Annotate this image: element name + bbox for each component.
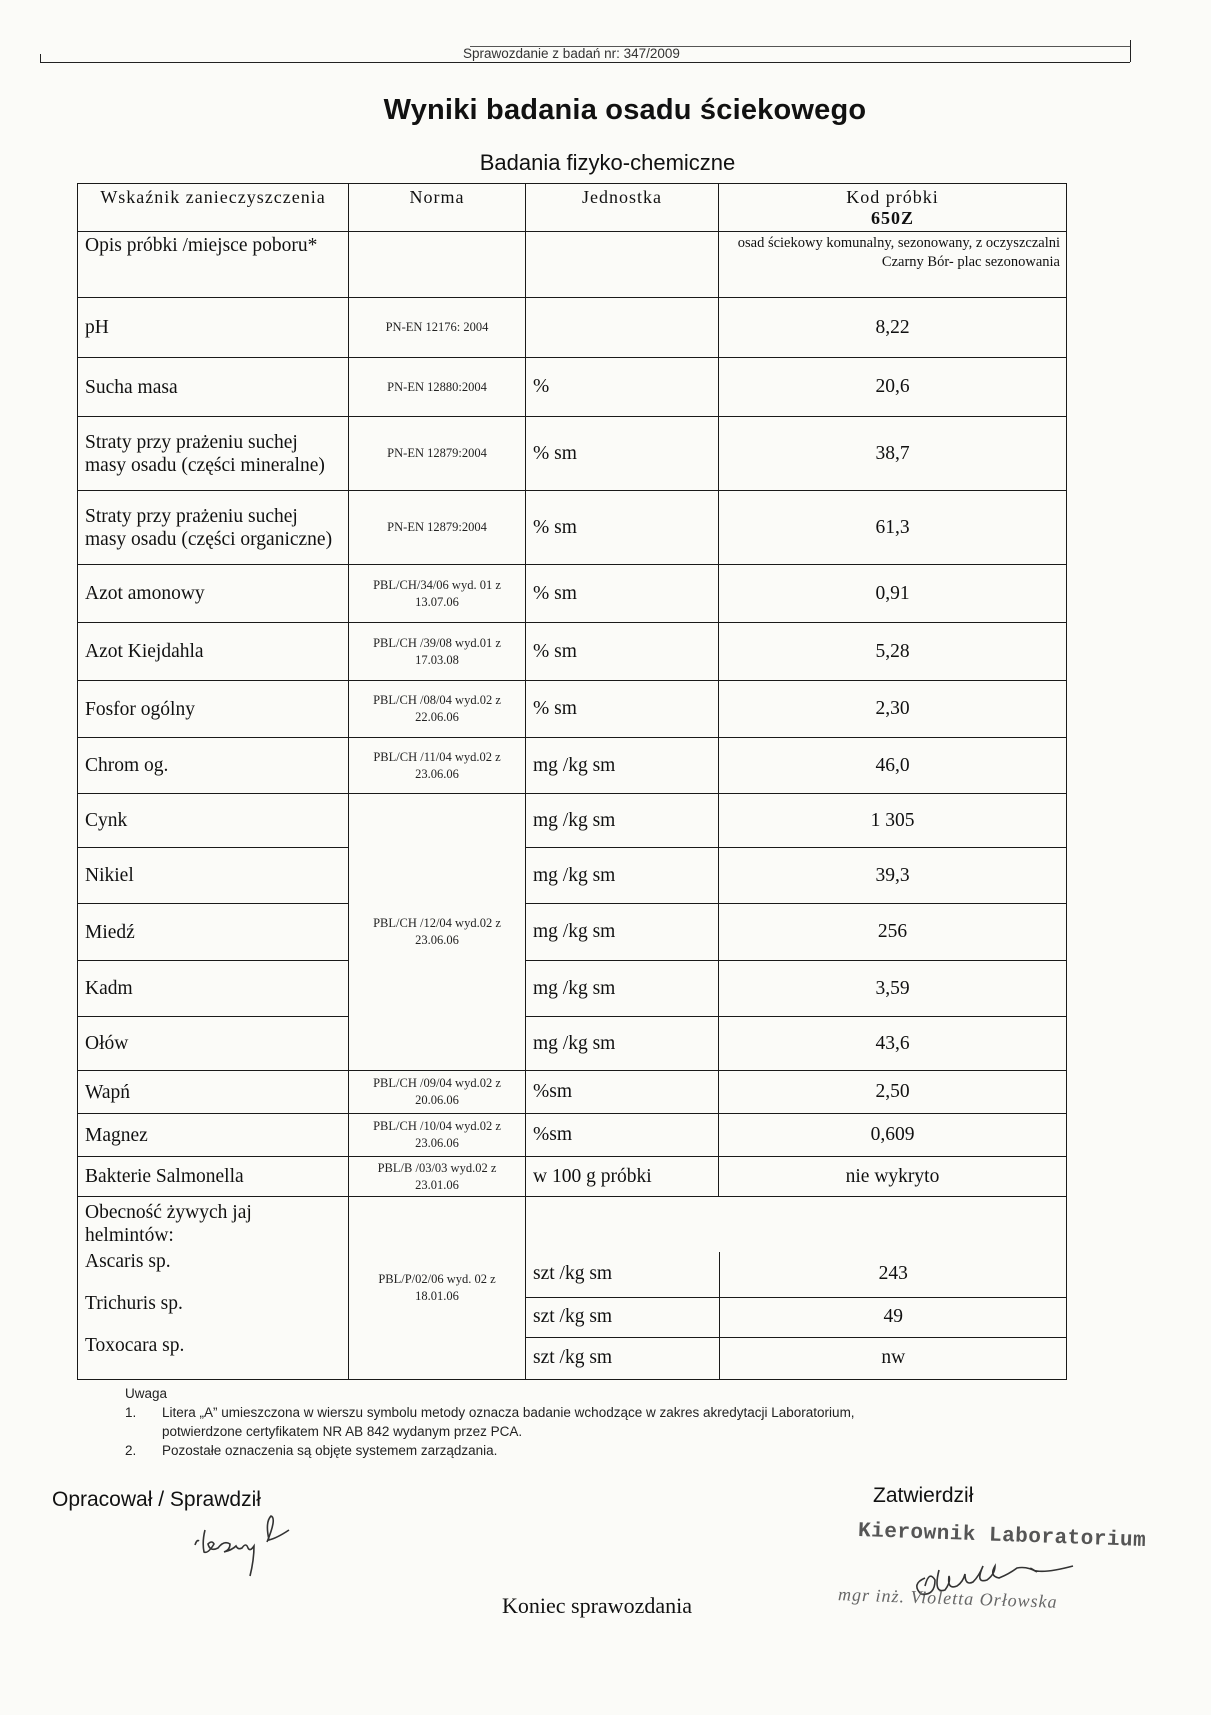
row-unit — [526, 298, 719, 358]
notes — [125, 1384, 855, 1460]
header-unit: Jednostka — [526, 184, 719, 232]
table-row — [78, 1017, 1067, 1071]
row-name: Chrom og. — [78, 738, 349, 794]
helminth-unit: szt /kg sm — [526, 1252, 719, 1297]
row-unit: % sm — [526, 681, 719, 738]
note-continuation: potwierdzone certyfikatem NR AB 842 wydanym przez PCA. — [162, 1424, 523, 1439]
description-label: Opis próbki /miejsce poboru* — [78, 232, 349, 298]
row-norm: PN-EN 12879:2004 — [349, 417, 526, 491]
row-name: Azot amonowy — [78, 565, 349, 623]
helminth-value: 49 — [719, 1297, 1067, 1337]
row-norm: PBL/CH /09/04 wyd.02 z 20.06.06 — [349, 1071, 526, 1114]
row-value: 0,609 — [719, 1114, 1067, 1157]
row-unit: mg /kg sm — [526, 961, 719, 1017]
table-row — [78, 358, 1067, 417]
row-norm: PN-EN 12879:2004 — [349, 491, 526, 565]
header-indicator: Wskaźnik zanieczyszczenia — [78, 184, 349, 232]
row-name: Wapń — [78, 1071, 349, 1114]
note-item — [125, 1403, 855, 1422]
row-name: Kadm — [78, 961, 349, 1017]
report-number: Sprawozdanie z badań nr: 347/2009 — [463, 46, 680, 61]
prepared-checked-label: Opracował / Sprawdził — [52, 1488, 261, 1511]
approved-label: Zatwierdził — [873, 1484, 974, 1507]
description-unit — [526, 232, 719, 298]
row-name: Fosfor ogólny — [78, 681, 349, 738]
row-name: Ołów — [78, 1017, 349, 1071]
page-subtitle: Badania fizyko-chemiczne — [479, 150, 736, 175]
header-sample-code — [719, 184, 1067, 232]
table-row — [78, 232, 1067, 298]
table-row — [78, 681, 1067, 738]
row-unit: mg /kg sm — [526, 794, 719, 848]
helminth-value: nw — [881, 1347, 906, 1369]
description-norm — [349, 232, 526, 298]
note-item — [125, 1441, 855, 1460]
helminth-row — [526, 1252, 1067, 1297]
row-name: Sucha masa — [78, 358, 349, 417]
row-value: 8,22 — [719, 298, 1067, 358]
row-norm: PN-EN 12176: 2004 — [349, 298, 526, 358]
row-unit: % sm — [526, 491, 719, 565]
table-row — [78, 565, 1067, 623]
helminth-row — [526, 1297, 1067, 1337]
table-row — [78, 417, 1067, 491]
row-value: 0,91 — [719, 565, 1067, 623]
row-norm: PBL/CH/34/06 wyd. 01 z 13.07.06 — [349, 565, 526, 623]
helminth-value: 243 — [719, 1252, 1067, 1297]
row-unit: % sm — [526, 623, 719, 681]
row-value: 61,3 — [719, 491, 1067, 565]
helminth-name: Toxocara sp. — [85, 1335, 185, 1356]
row-value: 5,28 — [719, 623, 1067, 681]
helminth-name: Trichuris sp. — [85, 1293, 183, 1314]
row-unit: mg /kg sm — [526, 848, 719, 904]
helminth-unit: szt /kg sm — [526, 1337, 719, 1379]
sample-code: 650Z — [870, 208, 914, 228]
row-value: 38,7 — [719, 417, 1067, 491]
helminth-unit: szt /kg sm — [526, 1297, 719, 1337]
row-unit: % sm — [526, 417, 719, 491]
row-norm: PBL/CH /08/04 wyd.02 z 22.06.06 — [349, 681, 526, 738]
row-value: 46,0 — [719, 738, 1067, 794]
row-name: Nikiel — [78, 848, 349, 904]
row-unit: mg /kg sm — [526, 1017, 719, 1071]
row-norm: PBL/CH /10/04 wyd.02 z 23.06.06 — [349, 1114, 526, 1157]
row-name: Straty przy prażeniu suchej masy osadu (części organiczne) — [78, 491, 349, 565]
row-name: pH — [78, 298, 349, 358]
metals-norm: PBL/CH /12/04 wyd.02 z 23.06.06 — [349, 794, 526, 1071]
row-name: Miedź — [78, 904, 349, 961]
helminth-name: Ascaris sp. — [85, 1251, 171, 1272]
row-value: 256 — [719, 904, 1067, 961]
row-norm: PN-EN 12880:2004 — [349, 358, 526, 417]
header-rule-right-tick — [1130, 40, 1131, 62]
header-norm: Norma — [349, 184, 526, 232]
row-name: Magnez — [78, 1114, 349, 1157]
note-text: Litera „A” umieszczona w wierszu symbolu metody oznacza badanie wchodzące w zakres akredytacji Laboratorium, — [162, 1405, 855, 1420]
table-row — [78, 904, 1067, 961]
table-row — [78, 298, 1067, 358]
helminths-norm: PBL/P/02/06 wyd. 02 z 18.01.06 — [349, 1197, 526, 1380]
row-unit: %sm — [526, 1071, 719, 1114]
row-value: 2,30 — [719, 681, 1067, 738]
end-of-report: Koniec sprawozdania — [502, 1593, 692, 1618]
row-value: 43,6 — [719, 1017, 1067, 1071]
table-row — [78, 1157, 1067, 1197]
table-row — [78, 848, 1067, 904]
row-value: nie wykryto — [719, 1157, 1067, 1197]
notes-title: Uwaga — [125, 1386, 168, 1401]
row-norm: PBL/B /03/03 wyd.02 z 23.01.06 — [349, 1157, 526, 1197]
helminths-row — [78, 1197, 1067, 1380]
header-rule — [40, 62, 1130, 63]
row-unit: %sm — [526, 1114, 719, 1157]
row-value: 1 305 — [719, 794, 1067, 848]
row-norm: PBL/CH /39/08 wyd.01 z 17.03.08 — [349, 623, 526, 681]
helminths-cell — [78, 1197, 349, 1380]
helminths-results — [526, 1197, 1067, 1380]
helminths-label: Obecność żywych jaj helmintów: — [85, 1202, 252, 1246]
row-unit: w 100 g próbki — [526, 1157, 719, 1197]
row-norm: PBL/CH /11/04 wyd.02 z 23.06.06 — [349, 738, 526, 794]
results-table — [77, 183, 1067, 1380]
row-unit: mg /kg sm — [526, 904, 719, 961]
table-row — [78, 1114, 1067, 1157]
note-number: 1. — [125, 1405, 137, 1420]
table-row — [78, 961, 1067, 1017]
row-name: Azot Kiejdahla — [78, 623, 349, 681]
table-row — [78, 491, 1067, 565]
row-unit: % sm — [526, 565, 719, 623]
row-name: Bakterie Salmonella — [78, 1157, 349, 1197]
page-title: Wyniki badania osadu ściekowego — [383, 94, 867, 126]
signature-left — [185, 1500, 325, 1590]
row-unit: mg /kg sm — [526, 738, 719, 794]
note-number: 2. — [125, 1443, 137, 1458]
sample-code-label: Kod próbki — [846, 187, 939, 207]
lab-manager-name-stamp: mgr inż. Violetta Orłowska — [837, 1584, 1058, 1612]
row-name: Straty przy prażeniu suchej masy osadu (części mineralne) — [78, 417, 349, 491]
description-value: osad ściekowy komunalny, sezonowany, z oczyszczalni Czarny Bór- plac sezonowania — [719, 232, 1067, 298]
row-value: 2,50 — [719, 1071, 1067, 1114]
row-unit: % — [526, 358, 719, 417]
table-row — [78, 794, 1067, 848]
helminth-row — [526, 1337, 1067, 1379]
lab-manager-stamp: Kierownik Laboratorium — [857, 1519, 1147, 1554]
table-row — [78, 1071, 1067, 1114]
table-row — [78, 623, 1067, 681]
helminths-subtable — [526, 1252, 1067, 1379]
row-value: 20,6 — [719, 358, 1067, 417]
table-row — [78, 738, 1067, 794]
table-header-row — [78, 184, 1067, 232]
row-name: Cynk — [78, 794, 349, 848]
note-text: Pozostałe oznaczenia są objęte systemem zarządzania. — [162, 1443, 498, 1458]
row-value: 3,59 — [719, 961, 1067, 1017]
row-value: 39,3 — [719, 848, 1067, 904]
